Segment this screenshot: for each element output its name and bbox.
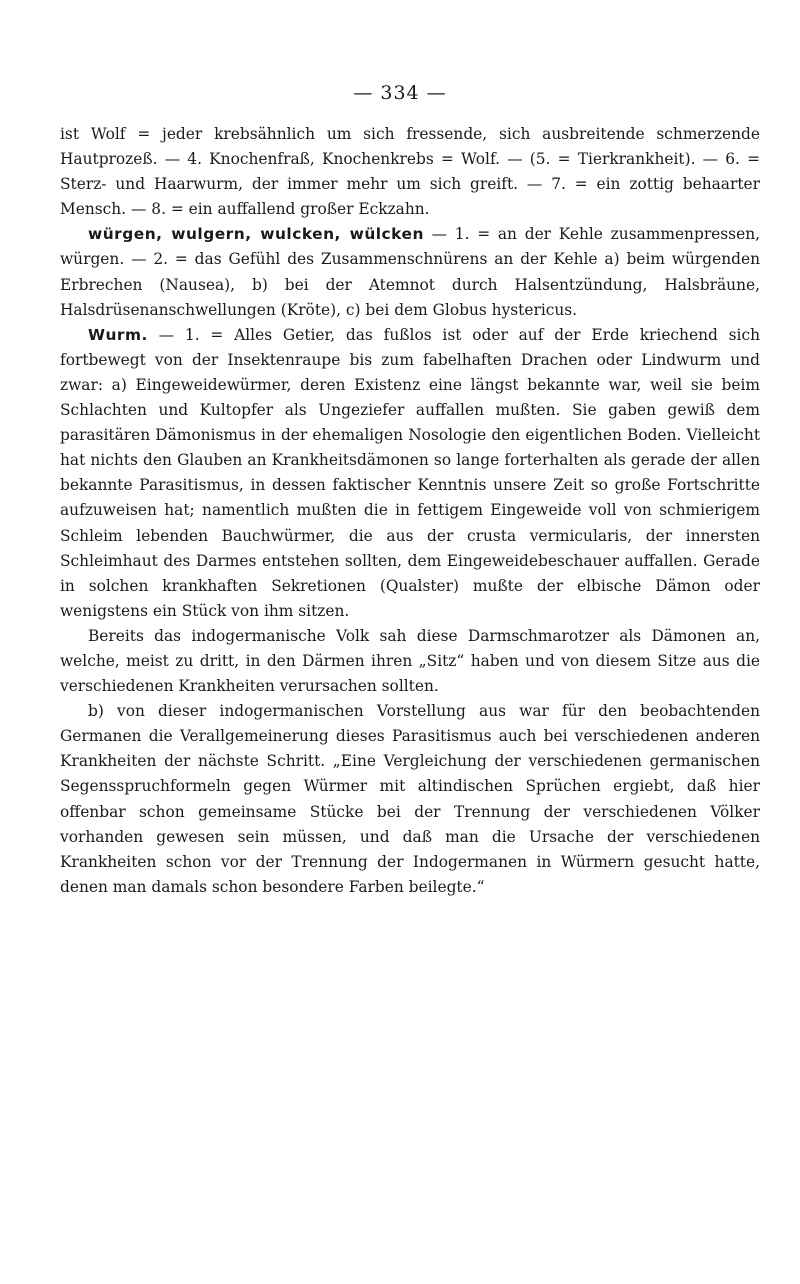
entry-headword: würgen, wulgern, wulcken, wülcken — [88, 225, 424, 244]
paragraph-text: — 1. = an der Kehle zusammenpressen, würgen. — 2. = das Gefühl des Zusammenschnürens an der Kehle a) beim würgenden Erbrechen (Nausea), b) bei der Atemnot durch Halsentzündung, Halsbräune, Halsdrüsenanschwellungen (Kröte), c) bei dem Globus hystericus. — [60, 225, 760, 319]
paragraph — [60, 699, 760, 900]
paragraph-text: ist Wolf = jeder krebsähnlich um sich fressende, sich ausbreitende schmerzende Hautprozeß. — 4. Knochenfraß, Knochenkrebs = Wolf. — (5. = Tierkrankheit). — 6. = Sterz- und Haarwurm, der immer mehr um sich greift. — 7. = ein zottig behaarter Mensch. — 8. = ein auffallend großer Eckzahn. — [60, 125, 760, 219]
page-number: — 334 — — [353, 82, 447, 104]
paragraph-text: — 1. = Alles Getier, das fußlos ist oder auf der Erde kriechend sich fortbewegt von der Insektenraupe bis zum fabelhaften Drachen oder Lindwurm und zwar: a) Eingeweidewürmer, deren Existenz eine längst bekannte war, weil sie beim Schlachten und Kultopfer als Ungeziefer auffallen mußten. Sie gaben gewiß dem parasitären Dämonismus in der ehemaligen Nosologie den eigentlichen Boden. Vielleicht hat nichts den Glauben an Krankheitsdämonen so lange forterhalten als gerade der allen bekannte Parasitismus, in dessen faktischer Kenntnis unsere Zeit so große Fortschritte aufzuweisen hat; namentlich mußten die in fettigem Eingeweide voll von schmierigem Schleim lebenden Bauchwürmer, die aus der crusta vermicularis, der innersten Schleimhaut des Darmes entstehen sollten, dem Eingeweidebeschauer auffallen. Gerade in solchen krankhaften Sekretionen (Qualster) mußte der elbische Dämon oder wenigstens ein Stück von ihm sitzen. — [60, 325, 760, 620]
entry-headword: Wurm. — [88, 325, 148, 344]
paragraph — [60, 122, 760, 222]
body-text — [60, 122, 760, 900]
entry-paragraph — [60, 222, 760, 322]
paragraph — [60, 624, 760, 699]
paragraph-text: b) von dieser indogermanischen Vorstellung aus war für den beobachtenden Germanen die Verallgemeinerung dieses Parasitismus auch bei verschiedenen anderen Krankheiten der nächste Schritt. „Eine Vergleichung der verschiedenen germanischen Segensspruchformeln gegen Würmer mit altindischen Sprüchen ergiebt, daß hier offenbar schon gemeinsame Stücke bei der Trennung der verschiedenen Völker vorhanden gewesen sein müssen, und daß man die Ursache der verschiedenen Krankheiten schon vor der Trennung der Indogermanen in Würmern gesucht hatte, denen man damals schon besondere Farben beilegte.“ — [60, 702, 760, 896]
paragraph-text: Bereits das indogermanische Volk sah diese Darmschmarotzer als Dämonen an, welche, meist zu dritt, in den Därmen ihren „Sitz“ haben und von diesem Sitze aus die verschiedenen Krankheiten verursachen sollten. — [60, 626, 760, 696]
entry-paragraph — [60, 323, 760, 624]
